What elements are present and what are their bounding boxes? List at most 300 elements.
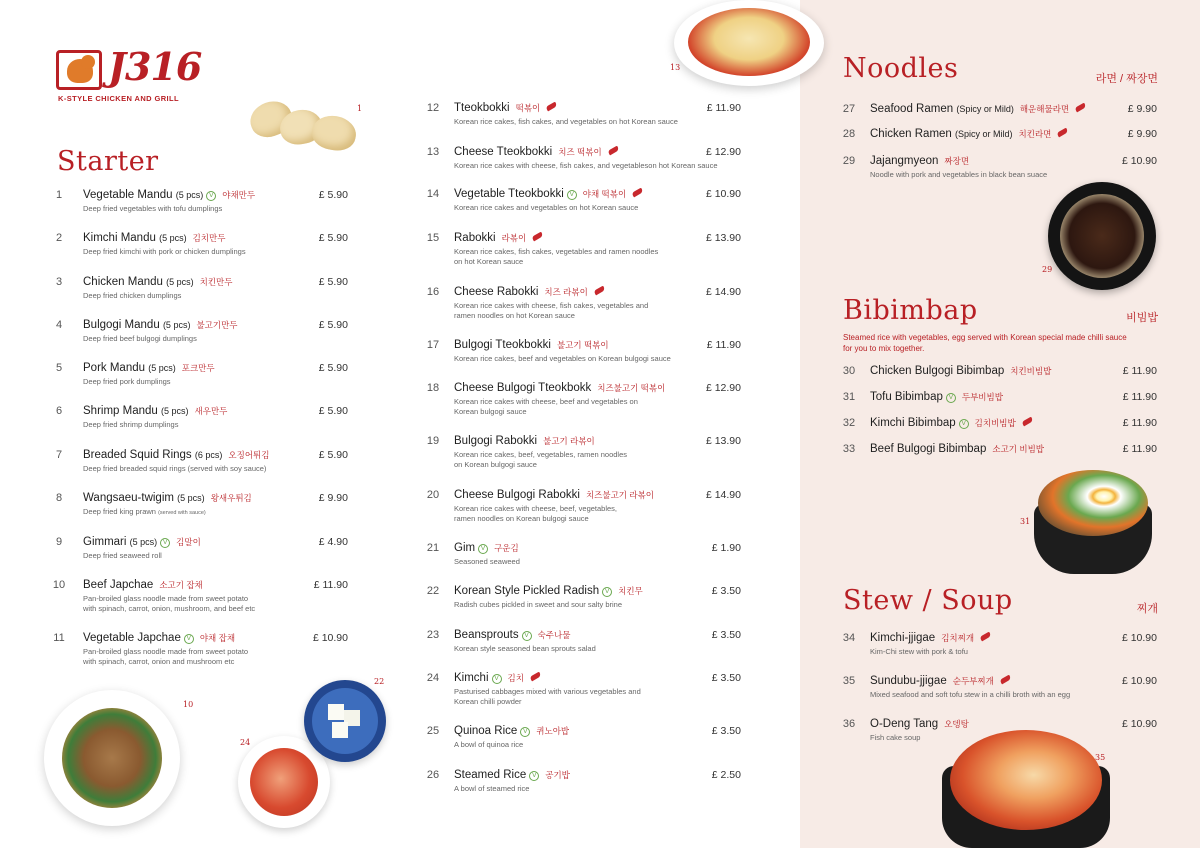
item-description [454, 687, 641, 707]
item-name: Beef Japchae [83, 579, 154, 591]
item-name: Bulgogi Mandu [83, 319, 160, 331]
item-description [454, 247, 658, 267]
item-number: 32 [842, 417, 856, 429]
item-price: £ 11.90 [1122, 443, 1157, 455]
vegetarian-icon: V [492, 674, 502, 684]
photo-number: 35 [1095, 753, 1106, 762]
menu-item [422, 435, 751, 475]
chili-pepper-icon [980, 632, 992, 642]
bibimbap-photo [1028, 470, 1158, 574]
item-korean-name: 라볶이 [501, 233, 527, 243]
chili-pepper-icon [1021, 417, 1033, 427]
description-line: Kim-Chi stew with pork & tofu [870, 647, 968, 656]
item-name-line [454, 725, 569, 737]
item-name-line [83, 536, 201, 548]
item-portion: (Spicy or Mild) [955, 129, 1013, 139]
bibimbap-heading: Bibimbap [843, 295, 978, 326]
item-number: 18 [426, 382, 440, 394]
item-number: 4 [55, 319, 63, 331]
menu-item [48, 276, 358, 316]
item-korean-name: 야채 잡채 [199, 633, 236, 643]
item-name: Tteokbokki [454, 102, 510, 114]
item-name: Seafood Ramen [870, 103, 954, 115]
description-line: Korean rice cakes, beef and vegetables on Korean bulgogi sauce [454, 354, 671, 363]
vegetarian-icon: V [206, 191, 216, 201]
menu-item [838, 443, 1167, 483]
item-korean-name: 치즈 떡볶이 [558, 147, 602, 157]
item-number: 29 [842, 155, 856, 167]
item-name-line [83, 276, 232, 288]
item-price: £ 11.90 [313, 579, 348, 591]
item-description [454, 557, 520, 567]
item-korean-name: 불고기 떡볶이 [556, 340, 609, 350]
menu-item [48, 449, 358, 489]
description-line: Deep fried shrimp dumplings [83, 420, 179, 429]
description-line: Korean rice cakes and vegetables on hot Korean sauce [454, 203, 639, 212]
item-number: 13 [426, 146, 440, 158]
noodles-heading: Noodles [843, 53, 959, 84]
chili-pepper-icon [607, 146, 619, 156]
description-line: on hot Korean sauce [454, 257, 524, 266]
item-name: Rabokki [454, 232, 496, 244]
item-description [454, 161, 718, 171]
brand-name: J316 [108, 44, 202, 89]
item-name-line [870, 417, 1033, 429]
item-name-line [83, 632, 235, 644]
item-price: £ 5.90 [318, 276, 348, 288]
item-description [454, 117, 678, 127]
description-line: with spinach, carrot, onion, mushroom, and beef etc [83, 604, 256, 613]
item-number: 16 [426, 286, 440, 298]
description-line: Deep fried beef bulgogi dumplings [83, 334, 197, 343]
item-korean-name: 야채 떡볶이 [582, 189, 627, 199]
menu-item [48, 362, 358, 402]
photo-number: 1 [357, 104, 363, 113]
item-description [454, 504, 617, 524]
item-portion: (6 pcs) [194, 450, 223, 460]
item-korean-name: 순두부찌개 [952, 676, 994, 686]
description-line: Noodle with pork and vegetables in black bean suace [870, 170, 1048, 179]
item-portion: (5 pcs) [161, 406, 189, 416]
item-price: £ 3.50 [711, 725, 741, 737]
description-line: ramen noodles on Korean bulgogi sauce [454, 514, 589, 523]
item-price: £ 1.90 [711, 542, 741, 554]
item-name-line [454, 585, 643, 597]
description-line [83, 507, 206, 518]
item-name: Chicken Ramen [870, 128, 952, 140]
menu-item [48, 189, 358, 229]
item-price: £ 10.90 [1121, 675, 1157, 687]
stew-soup-korean-heading: 찌개 [1136, 603, 1158, 615]
item-price: £ 3.50 [711, 585, 741, 597]
description-line: Pan-broiled glass noodle made from sweet potato [83, 594, 249, 603]
chili-pepper-icon [529, 672, 541, 682]
vegetarian-icon: V [959, 419, 969, 429]
description-line: on Korean bulgogi sauce [454, 460, 537, 469]
item-name-line [83, 319, 238, 331]
item-number: 19 [426, 435, 440, 447]
item-name: Cheese Bulgogi Tteokbokk [454, 382, 592, 394]
item-description [83, 551, 162, 561]
item-name-line [83, 189, 255, 201]
noodles-korean-heading: 라면 / 짜장면 [1095, 73, 1158, 85]
jajangmyeon-photo [1048, 182, 1156, 290]
item-number: 3 [55, 276, 63, 288]
item-name: Shrimp Mandu [83, 405, 158, 417]
item-korean-name: 김치비빔밥 [974, 418, 1016, 428]
description-line: Deep fried chicken dumplings [83, 291, 182, 300]
item-price: £ 3.50 [711, 672, 741, 684]
menu-item [422, 382, 751, 422]
item-name-line [870, 675, 1011, 687]
item-price: £ 4.90 [318, 536, 348, 548]
item-name: Wangsaeu-twigim [83, 492, 174, 504]
brand-tagline: K-STYLE CHICKEN AND GRILL [58, 94, 179, 103]
menu-item [422, 585, 751, 625]
item-description [83, 420, 178, 430]
vegetarian-icon: V [522, 631, 532, 641]
description-line: Deep fried pork dumplings [83, 377, 171, 386]
item-price: £ 9.90 [1127, 128, 1157, 140]
chili-pepper-icon [1075, 103, 1087, 113]
item-korean-name: 김치만두 [192, 233, 226, 243]
description-line: Korean rice cakes with cheese, fish cakes, vegetables and [454, 301, 649, 310]
description-line: Seasoned seaweed [454, 557, 520, 566]
item-description [454, 203, 638, 213]
description-line: Korean bulgogi sauce [454, 407, 527, 416]
item-name-line [454, 769, 570, 781]
item-name: Kimchi Mandu [83, 232, 156, 244]
item-korean-name: 두부비빔밥 [961, 392, 1003, 402]
item-name: Cheese Tteokbokki [454, 146, 553, 158]
description-note: (served with sauce) [158, 510, 206, 516]
vegetarian-icon: V [478, 544, 488, 554]
item-number: 6 [55, 405, 63, 417]
item-korean-name: 포크만두 [181, 363, 215, 373]
item-number: 33 [842, 443, 856, 455]
item-korean-name: 새우만두 [194, 406, 228, 416]
item-korean-name: 오징어튀김 [228, 450, 270, 460]
item-price: £ 5.90 [318, 189, 348, 201]
item-price: £ 5.90 [318, 449, 348, 461]
item-number: 8 [55, 492, 63, 504]
item-korean-name: 왕새우튀김 [210, 493, 252, 503]
item-number: 22 [426, 585, 440, 597]
item-description [83, 334, 197, 344]
photo-number: 31 [1020, 517, 1031, 526]
item-korean-name: 김치찌개 [941, 633, 975, 643]
item-price: £ 2.50 [711, 769, 741, 781]
item-number: 36 [842, 718, 856, 730]
bibimbap-description: Steamed rice with vegetables, egg served with Korean special made chilli sauce for you to mix together. [843, 333, 1127, 353]
item-name: Vegetable Mandu [83, 189, 173, 201]
dumplings-photo [246, 92, 361, 152]
chili-pepper-icon [1057, 128, 1069, 138]
item-name-line [454, 286, 605, 298]
item-price: £ 5.90 [318, 362, 348, 374]
description-line: Deep fried vegetables with tofu dumplings [83, 204, 223, 213]
stew-soup-heading: Stew / Soup [843, 585, 1013, 616]
item-korean-name: 소고기 잡채 [159, 580, 203, 590]
description-line: A bowl of quinoa rice [454, 740, 524, 749]
item-name-line [83, 362, 215, 374]
chili-pepper-icon [999, 675, 1011, 685]
item-name-line [454, 232, 543, 244]
item-description [870, 170, 1047, 180]
item-description [454, 600, 622, 610]
item-name: Kimchi-jjigae [870, 632, 936, 644]
item-price: £ 10.90 [1121, 632, 1157, 644]
item-korean-name: 소고기 비빔밥 [992, 444, 1044, 454]
item-number: 7 [55, 449, 63, 461]
item-korean-name: 김치 [507, 673, 524, 683]
item-name-line [454, 382, 665, 394]
description-line: Korean rice cakes, fish cakes, vegetables and ramen noodles [454, 247, 659, 256]
item-description [870, 690, 1070, 700]
item-price: £ 3.50 [711, 629, 741, 641]
description-line: Fish cake soup [870, 733, 921, 742]
item-price: £ 9.90 [1127, 103, 1157, 115]
description-line: Korean rice cakes, beef, vegetables, ramen noodles [454, 450, 628, 459]
item-number: 31 [842, 391, 856, 403]
description-line: Pan-broiled glass noodle made from sweet potato [83, 647, 249, 656]
item-number: 1 [55, 189, 63, 201]
item-price: £ 10.90 [1121, 718, 1157, 730]
item-price: £ 13.90 [705, 435, 741, 447]
menu-item [838, 632, 1167, 672]
item-name: Tofu Bibimbap [870, 391, 943, 403]
item-price: £ 9.90 [318, 492, 348, 504]
vegetarian-icon: V [946, 393, 956, 403]
item-name-line [454, 489, 654, 501]
menu-item [422, 232, 751, 272]
description-line: Korean chilli powder [454, 697, 522, 706]
pickled-radish-photo [304, 680, 386, 762]
item-name: Gimmari [83, 536, 127, 548]
item-price: £ 11.90 [706, 339, 741, 351]
item-portion: (5 pcs) [166, 277, 194, 287]
item-korean-name: 치즈불고기 떡볶이 [597, 383, 666, 393]
item-price: £ 11.90 [706, 102, 741, 114]
vegetarian-icon: V [160, 538, 170, 548]
vegetarian-icon: V [602, 587, 612, 597]
item-portion: (5 pcs) [162, 320, 191, 330]
item-number: 15 [426, 232, 440, 244]
description-line: Deep fried seaweed roll [83, 551, 162, 560]
menu-item [48, 632, 358, 672]
item-number: 9 [55, 536, 63, 548]
item-name: Vegetable Tteokbokki [454, 188, 564, 200]
item-name: Breaded Squid Rings [83, 449, 192, 461]
item-name-line [870, 103, 1086, 115]
item-description [870, 647, 968, 657]
item-korean-name: 김말이 [176, 537, 201, 547]
photo-number: 29 [1042, 265, 1053, 274]
item-korean-name: 불고기만두 [196, 320, 238, 330]
item-name: Korean Style Pickled Radish [454, 585, 600, 597]
item-number: 35 [842, 675, 856, 687]
menu-item [422, 725, 751, 765]
description-line: ramen noodles on hot Korean sauce [454, 311, 575, 320]
description-line: Radish cubes pickled in sweet and sour salty brine [454, 600, 623, 609]
item-korean-name: 치킨무 [618, 586, 643, 596]
item-number: 2 [55, 232, 63, 244]
item-number: 12 [426, 102, 440, 114]
item-korean-name: 구운김 [494, 543, 519, 553]
item-korean-name: 오뎅탕 [944, 719, 969, 729]
item-portion: (5 pcs) [159, 233, 187, 243]
item-number: 11 [53, 632, 65, 644]
photo-number: 22 [374, 677, 385, 686]
description-line: Korean rice cakes, fish cakes, and vegetables on hot Korean sauce [454, 117, 678, 126]
item-portion: (5 pcs) [175, 190, 204, 200]
item-name-line [83, 492, 252, 504]
item-description [83, 204, 222, 214]
item-description [454, 784, 529, 794]
description-line: with spinach, carrot, onion and mushroom etc [83, 657, 235, 666]
description-line: Mixed seafood and soft tofu stew in a chilli broth with an egg [870, 690, 1071, 699]
item-number: 21 [426, 542, 440, 554]
item-price: £ 10.90 [312, 632, 348, 644]
description-line: Pasturised cabbages mixed with various vegetables and [454, 687, 641, 696]
menu-item [422, 146, 751, 186]
item-name: Steamed Rice [454, 769, 527, 781]
chili-pepper-icon [593, 286, 605, 296]
item-portion: (5 pcs) [177, 493, 205, 503]
item-name-line [83, 232, 225, 244]
chili-pepper-icon [546, 102, 558, 112]
item-name: Quinoa Rice [454, 725, 518, 737]
item-name: Jajangmyeon [870, 155, 939, 167]
item-number: 5 [55, 362, 63, 374]
menu-item [422, 102, 751, 142]
item-name-line [454, 542, 519, 554]
item-korean-name: 숙주나물 [537, 630, 571, 640]
menu-item [422, 769, 751, 809]
item-price: £ 11.90 [1122, 391, 1157, 403]
item-name-line [454, 629, 570, 641]
menu-item [48, 405, 358, 445]
item-name-line [870, 128, 1068, 140]
item-korean-name: 불고기 라볶이 [543, 436, 595, 446]
menu-item [422, 629, 751, 669]
item-korean-name: 치킨라면 [1018, 129, 1052, 139]
item-korean-name: 치킨비빔밥 [1010, 366, 1052, 376]
menu-item [838, 155, 1167, 195]
item-description [83, 647, 248, 667]
description-line: Korean style seasoned bean sprouts salad [454, 644, 596, 653]
description-line: Korean rice cakes with cheese, beef and vegetables on [454, 397, 638, 406]
item-korean-name: 치킨만두 [199, 277, 233, 287]
item-number: 25 [426, 725, 440, 737]
item-description [83, 291, 181, 301]
item-name-line [870, 155, 969, 167]
description-line: Korean rice cakes with cheese, fish cakes, and vegetableson hot Korean sauce [454, 161, 718, 170]
item-name: Bulgogi Rabokki [454, 435, 538, 447]
item-description [454, 644, 596, 654]
item-number: 30 [842, 365, 856, 377]
item-number: 26 [426, 769, 440, 781]
item-name-line [454, 102, 557, 114]
chili-pepper-icon [632, 188, 644, 198]
item-name-line [454, 146, 619, 158]
item-number: 20 [426, 489, 440, 501]
description-line: A bowl of steamed rice [454, 784, 530, 793]
description-line: Deep fried breaded squid rings (served with soy sauce) [83, 464, 267, 473]
cheese-tteokbokki-photo [674, 0, 824, 86]
item-price: £ 12.90 [705, 146, 741, 158]
item-description [454, 301, 648, 321]
item-korean-name: 공기밥 [545, 770, 570, 780]
photo-number: 10 [183, 700, 194, 709]
description-line: Korean rice cakes with cheese, beef, vegetables, [454, 504, 618, 513]
japchae-photo [44, 690, 180, 826]
item-number: 14 [426, 188, 440, 200]
item-name: Vegetable Japchae [83, 632, 181, 644]
item-name: O-Deng Tang [870, 718, 939, 730]
item-name-line [870, 443, 1044, 455]
item-price: £ 5.90 [318, 319, 348, 331]
item-number: 17 [426, 339, 440, 351]
item-korean-name: 떡볶이 [515, 103, 541, 113]
item-name-line [454, 672, 541, 684]
item-price: £ 14.90 [705, 489, 741, 501]
menu-item [422, 339, 751, 379]
item-price: £ 11.90 [1122, 417, 1157, 429]
menu-item [48, 319, 358, 359]
item-korean-name: 치즈불고기 라볶이 [585, 490, 655, 500]
menu-item [48, 232, 358, 272]
item-portion: (5 pcs) [148, 363, 176, 373]
menu-item [422, 672, 751, 712]
item-name: Kimchi Bibimbap [870, 417, 956, 429]
item-name-line [454, 188, 643, 200]
photo-number: 24 [240, 738, 251, 747]
item-portion: (Spicy or Mild) [956, 104, 1014, 114]
item-name: Chicken Bulgogi Bibimbap [870, 365, 1005, 377]
item-name-line [870, 365, 1051, 377]
vegetarian-icon: V [520, 727, 530, 737]
item-description [454, 450, 627, 470]
item-korean-name: 야채만두 [222, 190, 256, 200]
item-number: 34 [842, 632, 856, 644]
vegetarian-icon: V [567, 190, 577, 200]
item-name-line [454, 435, 595, 447]
item-name: Gim [454, 542, 476, 554]
item-description [454, 354, 671, 364]
menu-item [422, 286, 751, 326]
item-name: Sundubu-jjigae [870, 675, 947, 687]
item-description [83, 247, 246, 257]
item-name-line [870, 391, 1003, 403]
item-korean-name: 치즈 라볶이 [544, 287, 588, 297]
item-name: Bulgogi Tteokbokki [454, 339, 551, 351]
item-number: 24 [426, 672, 440, 684]
item-name: Cheese Bulgogi Rabokki [454, 489, 580, 501]
item-number: 28 [842, 128, 856, 140]
item-name-line [83, 449, 269, 461]
menu-item [48, 579, 358, 619]
item-description [870, 733, 920, 743]
item-korean-name: 해운해물라면 [1019, 104, 1070, 114]
item-description [83, 464, 266, 474]
item-price: £ 10.90 [1121, 155, 1157, 167]
starter-heading: Starter [57, 146, 159, 177]
item-description [83, 594, 255, 614]
item-korean-name: 퀴노아밥 [536, 726, 570, 736]
item-price: £ 13.90 [705, 232, 741, 244]
item-name-line [870, 632, 991, 644]
